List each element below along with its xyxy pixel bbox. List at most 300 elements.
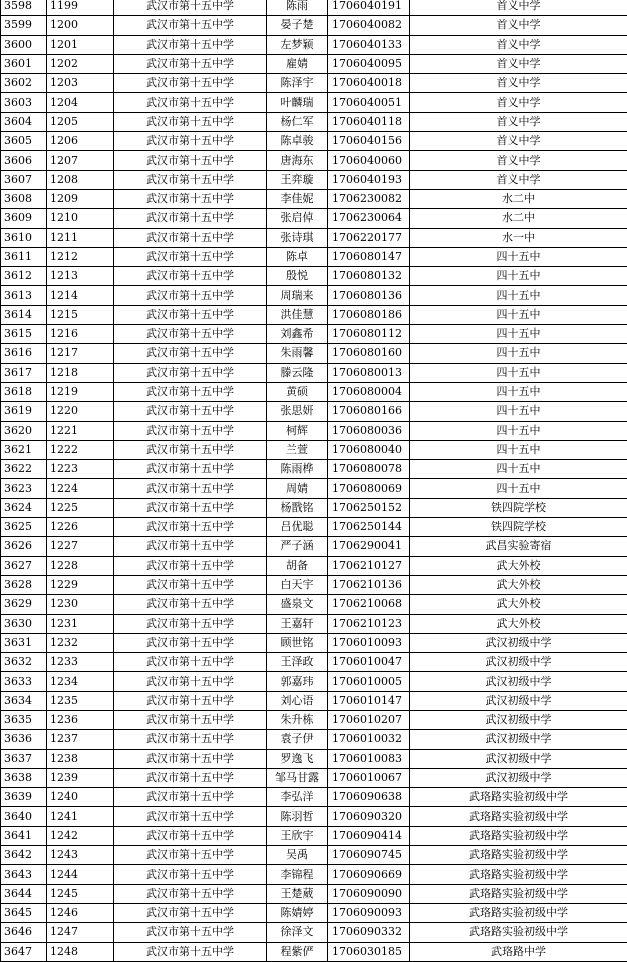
school-cell: 武汉市第十五中学 — [114, 884, 267, 903]
school-cell: 武汉市第十五中学 — [114, 903, 267, 922]
student-id-cell: 1706090090 — [328, 884, 410, 903]
student-id-cell: 1706010147 — [328, 691, 410, 710]
table-row — [1, 132, 627, 151]
index-cell: 1205 — [47, 112, 114, 131]
sequence-cell: 3599 — [1, 16, 47, 35]
index-cell: 1223 — [47, 460, 114, 479]
sequence-cell: 3601 — [1, 54, 47, 73]
destination-school-cell: 四十五中 — [410, 382, 627, 401]
school-cell: 武汉市第十五中学 — [114, 768, 267, 787]
index-cell: 1218 — [47, 363, 114, 382]
table-row — [1, 305, 627, 324]
sequence-cell: 3611 — [1, 247, 47, 266]
table-row — [1, 421, 627, 440]
school-cell: 武汉市第十五中学 — [114, 537, 267, 556]
student-id-cell: 1706080078 — [328, 460, 410, 479]
destination-school-cell: 四十五中 — [410, 479, 627, 498]
table-row — [1, 363, 627, 382]
table-row — [1, 0, 627, 16]
student-name-cell: 罗逸飞 — [267, 749, 328, 768]
student-id-cell: 1706040095 — [328, 54, 410, 73]
index-cell: 1242 — [47, 826, 114, 845]
sequence-cell: 3625 — [1, 518, 47, 537]
sequence-cell: 3629 — [1, 595, 47, 614]
student-name-cell: 王欣宇 — [267, 826, 328, 845]
index-cell: 1241 — [47, 807, 114, 826]
destination-school-cell: 武汉初级中学 — [410, 749, 627, 768]
table-row — [1, 247, 627, 266]
student-id-cell: 1706010093 — [328, 633, 410, 652]
student-id-cell: 1706010047 — [328, 653, 410, 672]
school-cell: 武汉市第十五中学 — [114, 189, 267, 208]
student-name-cell: 张思妍 — [267, 402, 328, 421]
school-cell: 武汉市第十五中学 — [114, 575, 267, 594]
school-cell: 武汉市第十五中学 — [114, 209, 267, 228]
school-cell: 武汉市第十五中学 — [114, 363, 267, 382]
sequence-cell: 3613 — [1, 286, 47, 305]
school-cell: 武汉市第十五中学 — [114, 710, 267, 729]
index-cell: 1203 — [47, 74, 114, 93]
sequence-cell: 3604 — [1, 112, 47, 131]
school-cell: 武汉市第十五中学 — [114, 170, 267, 189]
school-cell: 武汉市第十五中学 — [114, 788, 267, 807]
student-id-cell: 1706010207 — [328, 710, 410, 729]
destination-school-cell: 四十五中 — [410, 247, 627, 266]
index-cell: 1213 — [47, 267, 114, 286]
destination-school-cell: 四十五中 — [410, 267, 627, 286]
school-cell: 武汉市第十五中学 — [114, 151, 267, 170]
school-cell: 武汉市第十五中学 — [114, 633, 267, 652]
sequence-cell: 3628 — [1, 575, 47, 594]
index-cell: 1230 — [47, 595, 114, 614]
destination-school-cell: 武昌实验寄宿 — [410, 537, 627, 556]
destination-school-cell: 武珞路实验初级中学 — [410, 807, 627, 826]
destination-school-cell: 武汉初级中学 — [410, 768, 627, 787]
destination-school-cell: 武汉初级中学 — [410, 691, 627, 710]
student-name-cell: 殷悦 — [267, 267, 328, 286]
student-name-cell: 程紫俨 — [267, 942, 328, 961]
school-cell: 武汉市第十五中学 — [114, 35, 267, 54]
index-cell: 1206 — [47, 132, 114, 151]
index-cell: 1248 — [47, 942, 114, 961]
table-row — [1, 788, 627, 807]
table-row — [1, 768, 627, 787]
school-cell: 武汉市第十五中学 — [114, 672, 267, 691]
destination-school-cell: 四十五中 — [410, 440, 627, 459]
destination-school-cell: 武珞路实验初级中学 — [410, 903, 627, 922]
table-row — [1, 575, 627, 594]
table-row — [1, 633, 627, 652]
sequence-cell: 3598 — [1, 0, 47, 16]
destination-school-cell: 武汉初级中学 — [410, 730, 627, 749]
student-name-cell: 王泽政 — [267, 653, 328, 672]
index-cell: 1209 — [47, 189, 114, 208]
destination-school-cell: 首义中学 — [410, 151, 627, 170]
sequence-cell: 3639 — [1, 788, 47, 807]
sequence-cell: 3615 — [1, 325, 47, 344]
table-row — [1, 479, 627, 498]
school-cell: 武汉市第十五中学 — [114, 112, 267, 131]
destination-school-cell: 武珞路中学 — [410, 942, 627, 961]
destination-school-cell: 四十五中 — [410, 402, 627, 421]
student-id-cell: 1706040060 — [328, 151, 410, 170]
index-cell: 1225 — [47, 498, 114, 517]
student-id-cell: 1706090669 — [328, 865, 410, 884]
student-name-cell: 张启倬 — [267, 209, 328, 228]
student-id-cell: 1706080040 — [328, 440, 410, 459]
student-id-cell: 1706040051 — [328, 93, 410, 112]
student-id-cell: 1706090745 — [328, 846, 410, 865]
student-id-cell: 1706040082 — [328, 16, 410, 35]
student-id-cell: 1706080136 — [328, 286, 410, 305]
table-row — [1, 74, 627, 93]
table-row — [1, 440, 627, 459]
table-row — [1, 537, 627, 556]
table-row — [1, 402, 627, 421]
table-row — [1, 903, 627, 922]
roster-body — [1, 0, 627, 961]
sequence-cell: 3602 — [1, 74, 47, 93]
student-id-cell: 1706090320 — [328, 807, 410, 826]
index-cell: 1204 — [47, 93, 114, 112]
school-cell: 武汉市第十五中学 — [114, 16, 267, 35]
destination-school-cell: 武大外校 — [410, 614, 627, 633]
student-name-cell: 王嘉轩 — [267, 614, 328, 633]
school-cell: 武汉市第十五中学 — [114, 421, 267, 440]
sequence-cell: 3619 — [1, 402, 47, 421]
student-name-cell: 严子涵 — [267, 537, 328, 556]
school-cell: 武汉市第十五中学 — [114, 614, 267, 633]
sequence-cell: 3643 — [1, 865, 47, 884]
student-id-cell: 1706080160 — [328, 344, 410, 363]
table-row — [1, 614, 627, 633]
sequence-cell: 3605 — [1, 132, 47, 151]
sequence-cell: 3620 — [1, 421, 47, 440]
sequence-cell: 3637 — [1, 749, 47, 768]
index-cell: 1237 — [47, 730, 114, 749]
school-cell: 武汉市第十五中学 — [114, 402, 267, 421]
student-name-cell: 刘鑫希 — [267, 325, 328, 344]
student-name-cell: 周婧 — [267, 479, 328, 498]
student-id-cell: 1706220177 — [328, 228, 410, 247]
student-name-cell: 黄硕 — [267, 382, 328, 401]
sequence-cell: 3635 — [1, 710, 47, 729]
student-name-cell: 朱雨馨 — [267, 344, 328, 363]
destination-school-cell: 四十五中 — [410, 344, 627, 363]
table-row — [1, 209, 627, 228]
index-cell: 1211 — [47, 228, 114, 247]
student-id-cell: 1706010083 — [328, 749, 410, 768]
destination-school-cell: 四十五中 — [410, 421, 627, 440]
student-name-cell: 袁子伊 — [267, 730, 328, 749]
table-row — [1, 595, 627, 614]
table-row — [1, 460, 627, 479]
sequence-cell: 3610 — [1, 228, 47, 247]
school-cell: 武汉市第十五中学 — [114, 440, 267, 459]
school-cell: 武汉市第十五中学 — [114, 286, 267, 305]
sequence-cell: 3622 — [1, 460, 47, 479]
sequence-cell: 3640 — [1, 807, 47, 826]
destination-school-cell: 首义中学 — [410, 0, 627, 16]
student-name-cell: 陈泽宇 — [267, 74, 328, 93]
destination-school-cell: 武汉初级中学 — [410, 672, 627, 691]
school-cell: 武汉市第十五中学 — [114, 74, 267, 93]
index-cell: 1238 — [47, 749, 114, 768]
student-id-cell: 1706080147 — [328, 247, 410, 266]
sequence-cell: 3609 — [1, 209, 47, 228]
student-id-cell: 1706080013 — [328, 363, 410, 382]
sequence-cell: 3627 — [1, 556, 47, 575]
index-cell: 1199 — [47, 0, 114, 16]
student-id-cell: 1706230064 — [328, 209, 410, 228]
student-name-cell: 白天宇 — [267, 575, 328, 594]
student-id-cell: 1706080132 — [328, 267, 410, 286]
index-cell: 1202 — [47, 54, 114, 73]
index-cell: 1240 — [47, 788, 114, 807]
index-cell: 1222 — [47, 440, 114, 459]
student-id-cell: 1706040118 — [328, 112, 410, 131]
destination-school-cell: 首义中学 — [410, 112, 627, 131]
destination-school-cell: 首义中学 — [410, 35, 627, 54]
student-name-cell: 陈婧婷 — [267, 903, 328, 922]
destination-school-cell: 水二中 — [410, 209, 627, 228]
index-cell: 1227 — [47, 537, 114, 556]
index-cell: 1201 — [47, 35, 114, 54]
index-cell: 1233 — [47, 653, 114, 672]
table-row — [1, 189, 627, 208]
sequence-cell: 3630 — [1, 614, 47, 633]
school-cell: 武汉市第十五中学 — [114, 305, 267, 324]
student-name-cell: 周瑞来 — [267, 286, 328, 305]
student-name-cell: 李弘洋 — [267, 788, 328, 807]
sequence-cell: 3623 — [1, 479, 47, 498]
student-name-cell: 徐泽文 — [267, 923, 328, 942]
table-row — [1, 151, 627, 170]
student-name-cell: 李锦程 — [267, 865, 328, 884]
table-row — [1, 16, 627, 35]
index-cell: 1244 — [47, 865, 114, 884]
student-name-cell: 陈卓 — [267, 247, 328, 266]
school-cell: 武汉市第十五中学 — [114, 749, 267, 768]
student-name-cell: 左梦颖 — [267, 35, 328, 54]
student-id-cell: 1706040191 — [328, 0, 410, 16]
table-row — [1, 35, 627, 54]
student-name-cell: 吴禹 — [267, 846, 328, 865]
student-id-cell: 1706040193 — [328, 170, 410, 189]
table-row — [1, 923, 627, 942]
table-row — [1, 498, 627, 517]
student-name-cell: 唐海东 — [267, 151, 328, 170]
index-cell: 1216 — [47, 325, 114, 344]
student-id-cell: 1706040133 — [328, 35, 410, 54]
destination-school-cell: 首义中学 — [410, 132, 627, 151]
table-row — [1, 653, 627, 672]
student-name-cell: 陈雨桦 — [267, 460, 328, 479]
table-row — [1, 672, 627, 691]
sequence-cell: 3612 — [1, 267, 47, 286]
table-row — [1, 807, 627, 826]
index-cell: 1246 — [47, 903, 114, 922]
sequence-cell: 3607 — [1, 170, 47, 189]
table-row — [1, 325, 627, 344]
student-name-cell: 郭嘉玮 — [267, 672, 328, 691]
student-id-cell: 1706010067 — [328, 768, 410, 787]
sequence-cell: 3645 — [1, 903, 47, 922]
student-name-cell: 洪佳慧 — [267, 305, 328, 324]
index-cell: 1220 — [47, 402, 114, 421]
index-cell: 1219 — [47, 382, 114, 401]
student-id-cell: 1706040156 — [328, 132, 410, 151]
destination-school-cell: 武珞路实验初级中学 — [410, 826, 627, 845]
destination-school-cell: 武汉初级中学 — [410, 710, 627, 729]
sequence-cell: 3647 — [1, 942, 47, 961]
student-id-cell: 1706250152 — [328, 498, 410, 517]
table-row — [1, 112, 627, 131]
student-id-cell: 1706010005 — [328, 672, 410, 691]
school-cell: 武汉市第十五中学 — [114, 595, 267, 614]
destination-school-cell: 首义中学 — [410, 16, 627, 35]
sequence-cell: 3636 — [1, 730, 47, 749]
index-cell: 1247 — [47, 923, 114, 942]
table-row — [1, 93, 627, 112]
destination-school-cell: 首义中学 — [410, 170, 627, 189]
index-cell: 1210 — [47, 209, 114, 228]
index-cell: 1235 — [47, 691, 114, 710]
index-cell: 1214 — [47, 286, 114, 305]
student-name-cell: 李佳妮 — [267, 189, 328, 208]
student-id-cell: 1706210127 — [328, 556, 410, 575]
school-cell: 武汉市第十五中学 — [114, 479, 267, 498]
student-name-cell: 陈羽哲 — [267, 807, 328, 826]
sequence-cell: 3644 — [1, 884, 47, 903]
destination-school-cell: 首义中学 — [410, 74, 627, 93]
destination-school-cell: 四十五中 — [410, 286, 627, 305]
index-cell: 1224 — [47, 479, 114, 498]
student-id-cell: 1706210136 — [328, 575, 410, 594]
sequence-cell: 3600 — [1, 35, 47, 54]
school-cell: 武汉市第十五中学 — [114, 691, 267, 710]
destination-school-cell: 武汉初级中学 — [410, 653, 627, 672]
school-cell: 武汉市第十五中学 — [114, 846, 267, 865]
school-cell: 武汉市第十五中学 — [114, 267, 267, 286]
sequence-cell: 3646 — [1, 923, 47, 942]
destination-school-cell: 武大外校 — [410, 595, 627, 614]
sequence-cell: 3634 — [1, 691, 47, 710]
student-id-cell: 1706080186 — [328, 305, 410, 324]
destination-school-cell: 武大外校 — [410, 556, 627, 575]
index-cell: 1200 — [47, 16, 114, 35]
table-row — [1, 286, 627, 305]
sequence-cell: 3616 — [1, 344, 47, 363]
table-row — [1, 710, 627, 729]
destination-school-cell: 铁四院学校 — [410, 518, 627, 537]
school-cell: 武汉市第十五中学 — [114, 132, 267, 151]
destination-school-cell: 水二中 — [410, 189, 627, 208]
student-name-cell: 刘心语 — [267, 691, 328, 710]
sequence-cell: 3606 — [1, 151, 47, 170]
sequence-cell: 3617 — [1, 363, 47, 382]
table-row — [1, 942, 627, 961]
index-cell: 1226 — [47, 518, 114, 537]
student-name-cell: 胡备 — [267, 556, 328, 575]
student-name-cell: 杨戬铭 — [267, 498, 328, 517]
school-cell: 武汉市第十五中学 — [114, 0, 267, 16]
student-name-cell: 陈卓骏 — [267, 132, 328, 151]
sequence-cell: 3633 — [1, 672, 47, 691]
school-cell: 武汉市第十五中学 — [114, 826, 267, 845]
table-row — [1, 826, 627, 845]
student-id-cell: 1706080069 — [328, 479, 410, 498]
table-row — [1, 228, 627, 247]
student-name-cell: 王楚葳 — [267, 884, 328, 903]
student-id-cell: 1706230082 — [328, 189, 410, 208]
sequence-cell: 3614 — [1, 305, 47, 324]
destination-school-cell: 首义中学 — [410, 54, 627, 73]
sequence-cell: 3638 — [1, 768, 47, 787]
table-row — [1, 749, 627, 768]
student-name-cell: 滕云隆 — [267, 363, 328, 382]
sequence-cell: 3603 — [1, 93, 47, 112]
table-row — [1, 865, 627, 884]
index-cell: 1245 — [47, 884, 114, 903]
destination-school-cell: 首义中学 — [410, 93, 627, 112]
sequence-cell: 3631 — [1, 633, 47, 652]
sequence-cell: 3621 — [1, 440, 47, 459]
table-row — [1, 382, 627, 401]
table-row — [1, 54, 627, 73]
table-row — [1, 170, 627, 189]
destination-school-cell: 武珞路实验初级中学 — [410, 865, 627, 884]
table-row — [1, 267, 627, 286]
student-name-cell: 柯辉 — [267, 421, 328, 440]
index-cell: 1228 — [47, 556, 114, 575]
school-cell: 武汉市第十五中学 — [114, 518, 267, 537]
index-cell: 1212 — [47, 247, 114, 266]
index-cell: 1234 — [47, 672, 114, 691]
school-cell: 武汉市第十五中学 — [114, 54, 267, 73]
destination-school-cell: 四十五中 — [410, 460, 627, 479]
destination-school-cell: 四十五中 — [410, 325, 627, 344]
index-cell: 1207 — [47, 151, 114, 170]
index-cell: 1236 — [47, 710, 114, 729]
sequence-cell: 3618 — [1, 382, 47, 401]
school-cell: 武汉市第十五中学 — [114, 344, 267, 363]
table-row — [1, 344, 627, 363]
student-id-cell: 1706090638 — [328, 788, 410, 807]
sequence-cell: 3624 — [1, 498, 47, 517]
table-row — [1, 730, 627, 749]
index-cell: 1217 — [47, 344, 114, 363]
sequence-cell: 3626 — [1, 537, 47, 556]
table-row — [1, 691, 627, 710]
destination-school-cell: 武大外校 — [410, 575, 627, 594]
table-row — [1, 884, 627, 903]
school-cell: 武汉市第十五中学 — [114, 942, 267, 961]
index-cell: 1229 — [47, 575, 114, 594]
index-cell: 1232 — [47, 633, 114, 652]
student-name-cell: 朱升栋 — [267, 710, 328, 729]
student-name-cell: 叶麟瑞 — [267, 93, 328, 112]
destination-school-cell: 四十五中 — [410, 305, 627, 324]
student-name-cell: 陈雨 — [267, 0, 328, 16]
student-id-cell: 1706210068 — [328, 595, 410, 614]
student-name-cell: 晏子楚 — [267, 16, 328, 35]
destination-school-cell: 武汉初级中学 — [410, 633, 627, 652]
sequence-cell: 3641 — [1, 826, 47, 845]
student-id-cell: 1706080166 — [328, 402, 410, 421]
index-cell: 1239 — [47, 768, 114, 787]
school-cell: 武汉市第十五中学 — [114, 865, 267, 884]
